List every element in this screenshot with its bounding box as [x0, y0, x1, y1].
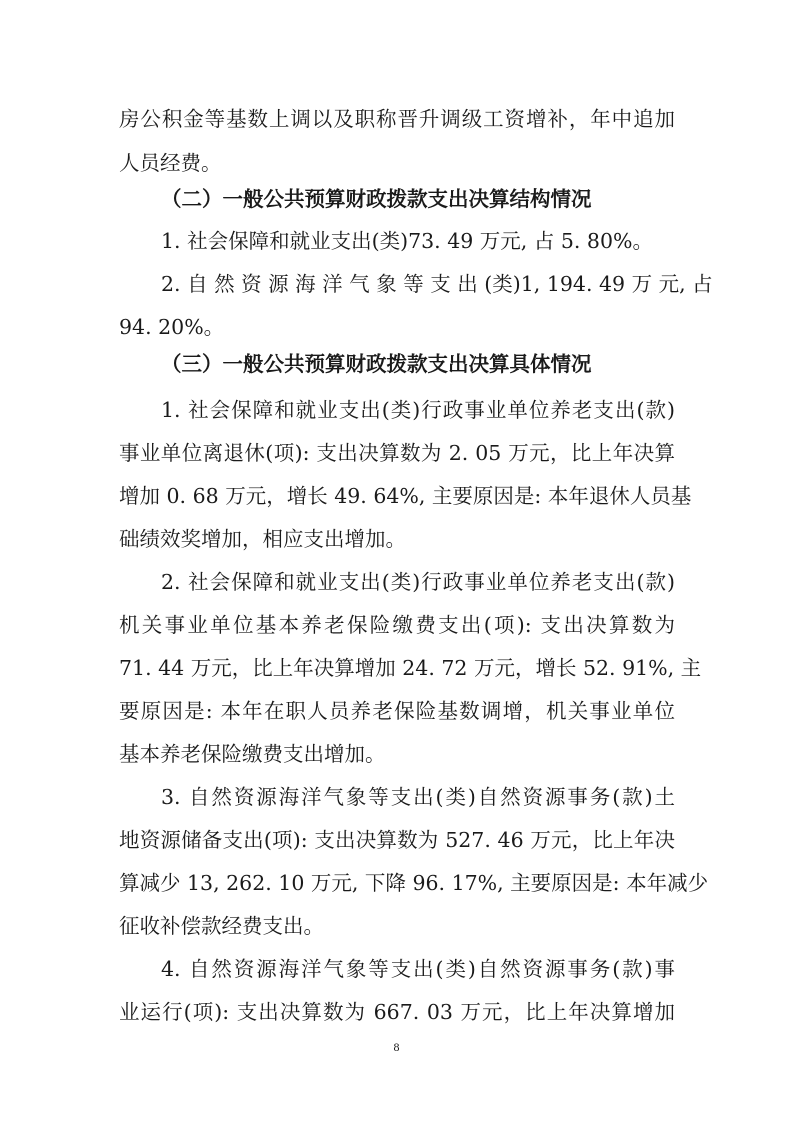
text-line: 事业单位离退休(项): 支出决算数为 2. 05 万元，比上年决算 — [119, 441, 675, 465]
text-line: 算减少 13, 262. 10 万元, 下降 96. 17%, 主要原因是: 本年减少 — [119, 871, 709, 895]
text-line: 2. 社会保障和就业支出(类)行政事业单位养老支出(款) — [161, 570, 675, 594]
text-line: 人员经费。 — [119, 151, 222, 175]
text-line: 71. 44 万元，比上年决算增加 24. 72 万元，增长 52. 91%, 主 — [119, 656, 702, 680]
page-number: 8 — [393, 1040, 400, 1054]
text-line: 要原因是: 本年在职人员养老保险基数调增，机关事业单位 — [119, 699, 675, 723]
text-line: 2. 自 然 资 源 海 洋 气 象 等 支 出 (类)1, 194. 49 万 元, 占 — [161, 272, 713, 296]
text-line: 业运行(项): 支出决算数为 667. 03 万元，比上年决算增加 — [119, 1000, 675, 1024]
text-line: 房公积金等基数上调以及职称晋升调级工资增补，年中追加 — [119, 107, 675, 131]
text-line: 1. 社会保障和就业支出(类)行政事业单位养老支出(款) — [161, 398, 675, 422]
text-line: 增加 0. 68 万元，增长 49. 64%, 主要原因是: 本年退休人员基 — [119, 484, 692, 508]
text-line: 基本养老保险缴费支出增加。 — [119, 742, 386, 766]
text-line: 础绩效奖增加，相应支出增加。 — [119, 527, 406, 551]
section-heading: （二）一般公共预算财政拨款支出决算结构情况 — [161, 187, 592, 211]
section-heading: （三）一般公共预算财政拨款支出决算具体情况 — [161, 352, 592, 376]
text-line: 1. 社会保障和就业支出(类)73. 49 万元, 占 5. 80%。 — [161, 229, 653, 253]
text-line: 4. 自然资源海洋气象等支出(类)自然资源事务(款)事 — [161, 957, 675, 981]
text-line: 3. 自然资源海洋气象等支出(类)自然资源事务(款)土 — [161, 785, 675, 809]
text-line: 94. 20%。 — [119, 315, 225, 339]
text-line: 征收补偿款经费支出。 — [119, 914, 324, 938]
text-line: 地资源储备支出(项): 支出决算数为 527. 46 万元，比上年决 — [119, 828, 675, 852]
text-line: 机关事业单位基本养老保险缴费支出(项): 支出决算数为 — [119, 613, 675, 637]
